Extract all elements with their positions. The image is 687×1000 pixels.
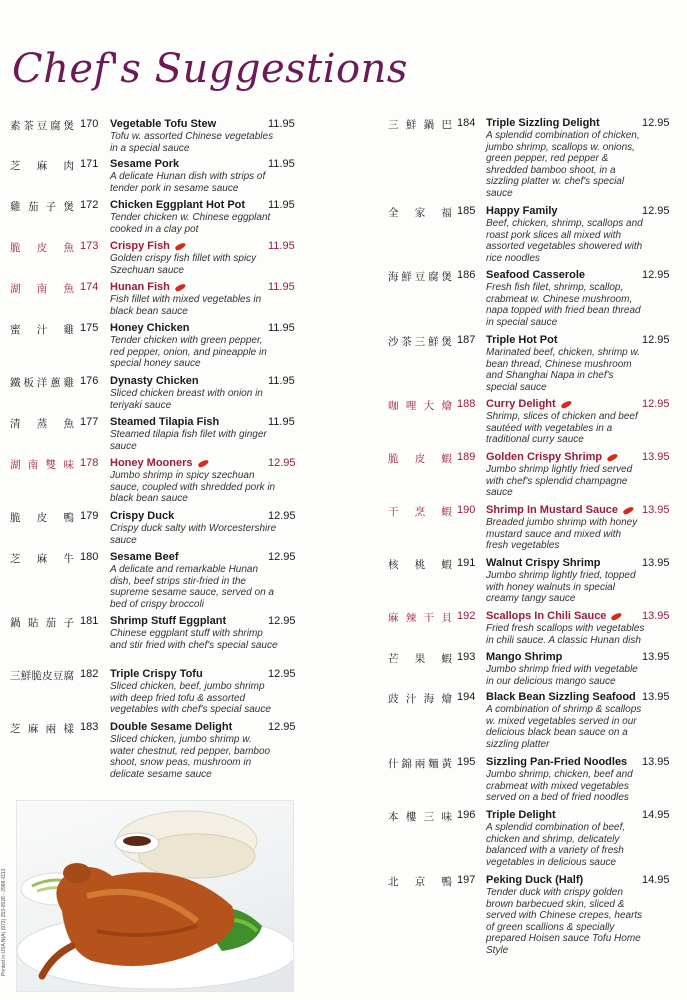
- item-name: Double Sesame Delight: [110, 721, 233, 733]
- item-name: Shrimp Stuff Eggplant: [110, 615, 227, 627]
- item-chinese-name: 豉汁海燴: [388, 693, 452, 705]
- chili-pepper-icon: [607, 452, 619, 462]
- item-price: 12.95: [642, 398, 670, 410]
- item-name: Crispy Fish: [110, 240, 186, 252]
- chili-pepper-icon: [197, 458, 209, 468]
- item-price: 11.95: [268, 199, 295, 211]
- item-price: 11.95: [268, 322, 295, 334]
- item-chinese-name: 三鮮脆皮豆腐: [10, 670, 74, 682]
- item-name: Chicken Eggplant Hot Pot: [110, 199, 246, 211]
- item-name: Sesame Beef: [110, 551, 179, 563]
- item-description: Jumbo shrimp, chicken, beef and crabmeat with mixed vegetables served on a bed of fried noodles: [486, 769, 633, 804]
- item-price: 11.95: [268, 158, 295, 170]
- item-price: 13.95: [642, 610, 670, 622]
- item-description: Tender chicken with green pepper, red pepper, onion, and pineapple in special honey sauce: [110, 335, 267, 370]
- item-price: 13.95: [642, 557, 670, 569]
- item-chinese-name: 本樓三味: [388, 811, 452, 823]
- item-chinese-name: 湖南雙味: [10, 459, 74, 471]
- item-number: 182: [80, 668, 99, 680]
- item-description: A delicate Hunan dish with strips of tender pork in sesame sauce: [110, 171, 266, 194]
- item-description: Beef, chicken, shrimp, scallops and roast pork slices all mixed with assorted vegetables showered with rice noodles: [486, 218, 643, 264]
- item-description: Jumbo shrimp in spicy szechuan sauce, coupled with shredded pork in black bean sauce: [110, 470, 276, 505]
- item-description: Jumbo shrimp lightly fried served with chef's splendid champagne sauce: [486, 464, 633, 499]
- item-name: Honey Mooners: [110, 457, 209, 469]
- item-name: Golden Crispy Shrimp: [486, 451, 618, 463]
- item-number: 181: [80, 615, 99, 627]
- item-price: 12.95: [268, 615, 296, 627]
- item-name: Crispy Duck: [110, 510, 175, 522]
- item-chinese-name: 鐵板洋蔥雞: [10, 377, 74, 389]
- item-name: Vegetable Tofu Stew: [110, 118, 217, 130]
- item-description: A combination of shrimp & scallops w. mixed vegetables served in our delicious black bean sauce on a sizzling platter: [486, 704, 642, 750]
- item-description: Sliced chicken, jumbo shrimp w. water chestnut, red pepper, bamboo shoot, snow peas, mushroom in delicate sesame sauce: [110, 734, 271, 780]
- item-price: 12.95: [268, 457, 296, 469]
- item-description: Sliced chicken breast with onion in teriyaki sauce: [110, 388, 263, 411]
- item-name: Black Bean Sizzling Seafood: [486, 691, 636, 703]
- item-description: Fresh fish filet, shrimp, scallop, crabmeat w. Chinese mushroom, napa topped with fried bean thread in special sauce: [486, 282, 641, 328]
- item-number: 194: [457, 691, 476, 703]
- item-chinese-name: 北京鴨: [388, 876, 452, 888]
- item-price: 13.95: [642, 691, 670, 703]
- item-price: 13.95: [642, 504, 670, 516]
- item-description: Golden crispy fish fillet with spicy Szechuan sauce: [110, 253, 257, 276]
- item-name: Happy Family: [486, 205, 558, 217]
- peking-duck-photo: [16, 800, 294, 992]
- item-chinese-name: 素茶豆腐煲: [10, 120, 74, 132]
- item-number: 172: [80, 199, 99, 211]
- item-chinese-name: 三鮮鍋巴: [388, 119, 452, 131]
- item-number: 171: [80, 158, 99, 170]
- item-number: 185: [457, 205, 476, 217]
- item-name: Dynasty Chicken: [110, 375, 199, 387]
- item-chinese-name: 核桃蝦: [388, 559, 452, 571]
- item-price: 12.95: [642, 334, 670, 346]
- chili-pepper-icon: [611, 611, 623, 621]
- item-chinese-name: 脆皮魚: [10, 242, 74, 254]
- item-chinese-name: 海鮮豆腐煲: [388, 271, 452, 283]
- item-chinese-name: 芝麻牛: [10, 553, 74, 565]
- item-price: 14.95: [642, 874, 670, 886]
- item-description: Chinese eggplant stuff with shrimp and stir fried with chef's special sauce: [110, 628, 278, 651]
- item-chinese-name: 鍋貼茄子: [10, 617, 74, 629]
- item-name: Peking Duck (Half): [486, 874, 584, 886]
- item-chinese-name: 清蒸魚: [10, 418, 74, 430]
- chili-pepper-icon: [174, 241, 186, 251]
- item-price: 11.95: [268, 281, 295, 293]
- item-description: Sliced chicken, beef, jumbo shrimp with deep fried tofu & assorted vegetables with chef's special sauce: [110, 681, 271, 716]
- item-chinese-name: 芒果蝦: [388, 653, 452, 665]
- item-description: A splendid combination of beef, chicken and shrimp, delicately balanced with a variety of fresh vegetables in delicious sauce: [486, 822, 626, 868]
- item-name: Honey Chicken: [110, 322, 190, 334]
- item-price: 12.95: [642, 269, 670, 281]
- item-number: 173: [80, 240, 99, 252]
- item-description: A delicate and remarkable Hunan dish, beef strips stir-fried in the supreme sesame sauce, served on a bed of crispy broccoli: [110, 564, 274, 610]
- item-name: Seafood Casserole: [486, 269, 586, 281]
- item-description: Tender chicken w. Chinese eggplant cooked in a clay pot: [110, 212, 271, 235]
- item-chinese-name: 沙茶三鮮煲: [388, 336, 452, 348]
- item-price: 13.95: [642, 756, 670, 768]
- item-number: 177: [80, 416, 99, 428]
- item-price: 12.95: [268, 668, 296, 680]
- item-price: 12.95: [642, 205, 670, 217]
- item-number: 187: [457, 334, 476, 346]
- duck-illustration: [17, 801, 293, 991]
- item-number: 191: [457, 557, 476, 569]
- item-name: Shrimp In Mustard Sauce: [486, 504, 634, 516]
- item-chinese-name: 干烹蝦: [388, 506, 452, 518]
- item-description: A splendid combination of chicken, jumbo shrimp, scallops w. onions, green pepper, red pepper & shredded bamboo shoot, in a sizzling platter w. chef's special sauce: [486, 130, 640, 199]
- item-name: Walnut Crispy Shrimp: [486, 557, 601, 569]
- item-chinese-name: 麻辣干貝: [388, 612, 452, 624]
- item-chinese-name: 什錦兩麵黃: [388, 758, 452, 770]
- item-description: Crispy duck salty with Worcestershire sauce: [110, 523, 277, 546]
- item-name: Scallops In Chili Sauce: [486, 610, 622, 622]
- item-chinese-name: 雞茄子煲: [10, 201, 74, 213]
- item-chinese-name: 芝麻肉: [10, 160, 74, 172]
- item-number: 179: [80, 510, 99, 522]
- item-price: 14.95: [642, 809, 670, 821]
- item-number: 178: [80, 457, 99, 469]
- item-price: 12.95: [642, 117, 670, 129]
- item-description: Steamed tilapia fish filet with ginger sauce: [110, 429, 267, 452]
- item-number: 193: [457, 651, 476, 663]
- item-chinese-name: 湖南魚: [10, 283, 74, 295]
- item-price: 11.95: [268, 375, 295, 387]
- item-chinese-name: 全家福: [388, 207, 452, 219]
- item-chinese-name: 脆皮蝦: [388, 453, 452, 465]
- item-name: Triple Crispy Tofu: [110, 668, 203, 680]
- item-description: Fried fresh scallops with vegetables in chili sauce. A classic Hunan dish: [486, 623, 645, 646]
- item-number: 175: [80, 322, 99, 334]
- item-description: Jumbo shrimp lightly fried, topped with honey walnuts in special creamy tangy sauce: [486, 570, 636, 605]
- chili-pepper-icon: [623, 505, 635, 515]
- item-name: Sizzling Pan-Fried Noodles: [486, 756, 628, 768]
- item-name: Sesame Pork: [110, 158, 180, 170]
- item-description: Shrimp, slices of chicken and beef sautéed with vegetables in a traditional curry sauce: [486, 411, 638, 446]
- print-code: Printed in USA N(A) (973) 253-0928 - 2988-1113: [1, 868, 7, 976]
- item-description: Breaded jumbo shrimp with honey mustard sauce and mixed with fresh vegetables: [486, 517, 638, 552]
- item-number: 183: [80, 721, 99, 733]
- item-name: Triple Hot Pot: [486, 334, 558, 346]
- item-number: 184: [457, 117, 476, 129]
- item-price: 13.95: [642, 651, 670, 663]
- item-description: Jumbo shrimp fried with vegetable in our delicious mango sauce: [486, 664, 638, 687]
- item-number: 197: [457, 874, 476, 886]
- item-chinese-name: 芝麻兩樣: [10, 723, 74, 735]
- chili-pepper-icon: [560, 399, 572, 409]
- item-description: Fish fillet with mixed vegetables in black bean sauce: [110, 294, 262, 317]
- item-chinese-name: 蜜汁雞: [10, 324, 74, 336]
- item-number: 170: [80, 118, 99, 130]
- item-number: 186: [457, 269, 476, 281]
- item-price: 12.95: [268, 551, 296, 563]
- page-title: Chef's Suggestions: [12, 46, 408, 92]
- item-price: 12.95: [268, 510, 296, 522]
- item-name: Curry Delight: [486, 398, 572, 410]
- chili-pepper-icon: [174, 282, 186, 292]
- item-description: Marinated beef, chicken, shrimp w. bean thread, Chinese mushroom and Shanghai Napa in chef's special sauce: [486, 347, 640, 393]
- item-price: 11.95: [268, 240, 295, 252]
- item-name: Mango Shrimp: [486, 651, 563, 663]
- item-chinese-name: 咖哩大燴: [388, 400, 452, 412]
- item-name: Triple Delight: [486, 809, 556, 821]
- item-number: 195: [457, 756, 476, 768]
- item-chinese-name: 脆皮鴨: [10, 512, 74, 524]
- item-price: 11.95: [268, 118, 295, 130]
- item-description: Tender duck with crispy golden brown barbecued skin, sliced & served with Chinese crepes, hearts of green scallions & specially prepared Hoisen sauce Tofu Home Style: [486, 887, 643, 956]
- item-name: Steamed Tilapia Fish: [110, 416, 220, 428]
- item-number: 174: [80, 281, 99, 293]
- item-number: 188: [457, 398, 476, 410]
- item-number: 189: [457, 451, 476, 463]
- item-price: 12.95: [268, 721, 296, 733]
- item-name: Hunan Fish: [110, 281, 186, 293]
- item-price: 13.95: [642, 451, 670, 463]
- item-price: 11.95: [268, 416, 295, 428]
- item-number: 176: [80, 375, 99, 387]
- item-name: Triple Sizzling Delight: [486, 117, 600, 129]
- item-number: 180: [80, 551, 99, 563]
- item-number: 196: [457, 809, 476, 821]
- item-number: 190: [457, 504, 476, 516]
- item-number: 192: [457, 610, 476, 622]
- item-description: Tofu w. assorted Chinese vegetables in a special sauce: [110, 131, 274, 154]
